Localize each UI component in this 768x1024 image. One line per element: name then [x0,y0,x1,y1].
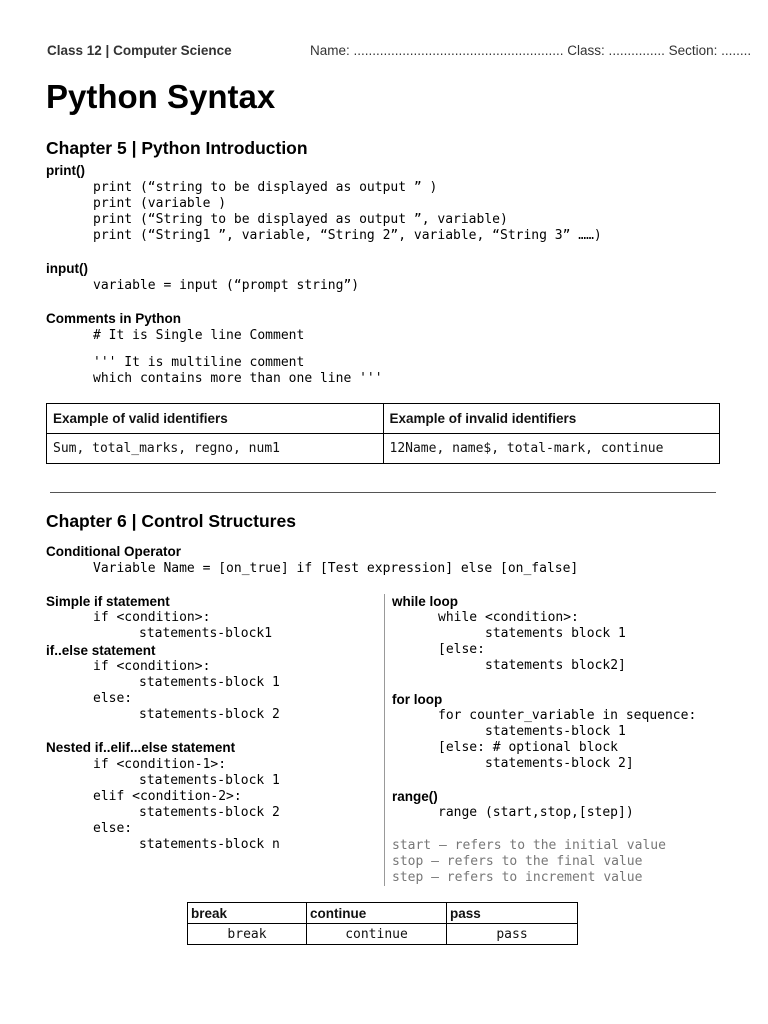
table-row [47,434,720,464]
code-line: [else: # optional block [438,740,619,755]
column-divider [384,594,385,886]
table-cell: 12Name, name$, total-mark, continue [383,434,720,464]
range-label: range() [392,789,438,804]
code-line: statements-block 1 [485,724,626,739]
print-syntax-line: print (“String1 ”, variable, “String 2”, variable, “String 3” ……) [93,228,602,243]
range-note: step – refers to increment value [392,870,643,885]
range-syntax: range (start,stop,[step]) [438,805,634,820]
code-line: statements-block 1 [139,675,280,690]
page-title: Python Syntax [46,78,276,115]
jump-statements-table [187,902,578,945]
code-line: statements-block n [139,837,280,852]
conditional-operator-syntax: Variable Name = [on_true] if [Test expression] else [on_false] [93,561,579,576]
range-note: start – refers to the initial value [392,838,666,853]
while-loop-label: while loop [392,594,458,609]
table-cell: Sum, total_marks, regno, num1 [47,434,384,464]
code-line: statements block2] [485,658,626,673]
table-header-cell: continue [307,903,447,924]
table-header-cell: Example of invalid identifiers [383,404,720,434]
code-line: if <condition>: [93,610,211,625]
nested-if-label: Nested if..elif...else statement [46,740,236,755]
input-label: input() [46,261,88,276]
print-syntax-line: print (variable ) [93,196,227,211]
table-header-cell: pass [447,903,578,924]
multi-line-comment-line: which contains more than one line ''' [93,371,383,386]
table-header-cell: Example of valid identifiers [47,404,384,434]
chapter-5-heading: Chapter 5 | Python Introduction [46,138,308,158]
code-line: statements-block 2] [485,756,634,771]
table-header-row [188,903,578,924]
code-line: statements-block 2 [139,805,280,820]
table-cell: break [188,924,307,945]
print-label: print() [46,163,85,178]
input-syntax-line: variable = input (“prompt string”) [93,278,360,293]
chapter-6-heading: Chapter 6 | Control Structures [46,511,296,531]
for-loop-label: for loop [392,692,443,707]
code-line: if <condition-1>: [93,757,227,772]
table-header-row [47,404,720,434]
print-syntax-line: print (“string to be displayed as output ” ) [93,180,438,195]
code-line: statements-block1 [139,626,273,641]
table-row [188,924,578,945]
code-line: else: [93,691,133,706]
section-divider [50,492,716,493]
single-line-comment: # It is Single line Comment [93,328,305,343]
student-info-fields: Name: ........................................................ Class: ............... Section: ........ [310,43,752,58]
code-line: if <condition>: [93,659,211,674]
simple-if-label: Simple if statement [46,594,170,609]
conditional-operator-label: Conditional Operator [46,544,181,559]
code-line: elif <condition-2>: [93,789,242,804]
if-else-label: if..else statement [46,643,156,658]
comments-label: Comments in Python [46,311,182,326]
print-syntax-line: print (“String to be displayed as output ”, variable) [93,212,508,227]
code-line: else: [93,821,133,836]
table-cell: continue [307,924,447,945]
code-line: while <condition>: [438,610,579,625]
code-line: statements block 1 [485,626,626,641]
identifiers-table [46,403,720,464]
table-header-cell: break [188,903,307,924]
code-line: for counter_variable in sequence: [438,708,697,723]
table-cell: pass [447,924,578,945]
code-line: statements-block 2 [139,707,280,722]
range-note: stop – refers to the final value [392,854,643,869]
class-subject-label: Class 12 | Computer Science [47,43,232,58]
code-line: [else: [438,642,485,657]
multi-line-comment-line: ''' It is multiline comment [93,355,305,370]
code-line: statements-block 1 [139,773,280,788]
